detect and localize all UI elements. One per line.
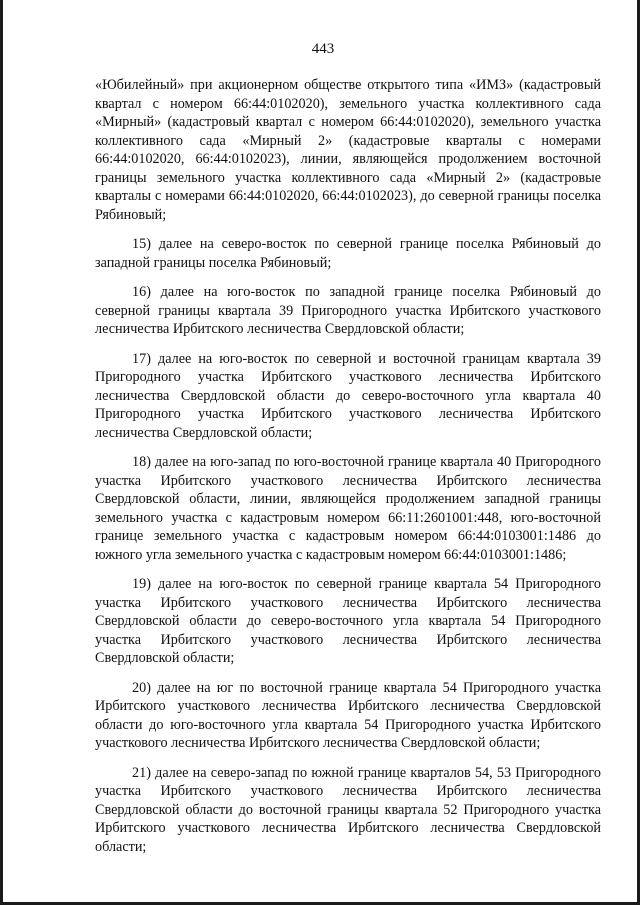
paragraph-21: 21) далее на северо-запад по южной границе кварталов 54, 53 Пригородного участка Ирбитского участкового лесничества Ирбитского лесничества Свердловской области до восточной границы квартала 52 Пригородного участка Ирбитского участкового лесничества Ирбитского лесничества Свердловской области; (95, 764, 601, 855)
paragraph-16: 16) далее на юго-восток по западной границе поселка Рябиновый до северной границы квартала 39 Пригородного участка Ирбитского участкового лесничества Ирбитского лесничества Свердловской области; (95, 284, 601, 337)
paragraph-15: 15) далее на северо-восток по северной границе поселка Рябиновый до западной границы поселка Рябиновый; (95, 236, 601, 271)
paragraph-18: 18) далее на юго-запад по юго-восточной границе квартала 40 Пригородного участка Ирбитского участкового лесничества Ирбитского лесничества Свердловской области, линии, являющейся продолжением западной границы земельного участка с кадастровым номером 66:11:2601001:448, юго-восточной границе земельного участка с кадастровым номером 66:44:0103001:1486 до южного угла земельного участка с кадастровым номером 66:44:0103001:1486; (95, 454, 601, 563)
paragraph-0: «Юбилейный» при акционерном обществе открытого типа «ИМЗ» (кадастровый квартал с номером 66:44:0102020), земельного участка коллективного сада «Мирный» (кадастровый квартал с номером 66:44:0102020), земельного участка коллективного сада «Мирный 2» (кадастровые кварталы с номерами 66:44:0102020, 66:44:0102023), линии, являющейся продолжением восточной границы земельного участка коллективного сада «Мирный 2» (кадастровые кварталы с номерами 66:44:0102020, 66:44:0102023), до северной границы поселка Рябиновый; (95, 77, 601, 223)
paragraph-20: 20) далее на юг по восточной границе квартала 54 Пригородного участка Ирбитского участкового лесничества Ирбитского лесничества Свердловской области до юго-восточного угла квартала 54 Пригородного участка Ирбитского участкового лесничества Ирбитского лесничества Свердловской области; (95, 679, 601, 751)
paragraph-19: 19) далее на юго-восток по северной границе квартала 54 Пригородного участка Ирбитского участкового лесничества Ирбитского лесничества Свердловской области до северо-восточного угла квартала 54 Пригородного участка Ирбитского участкового лесничества Ирбитского лесничества Свердловской области; (95, 576, 601, 666)
document-body (95, 76, 601, 867)
page-number: 443 (311, 41, 335, 57)
paragraph-17: 17) далее на юго-восток по северной и восточной границам квартала 39 Пригородного участка Ирбитского участкового лесничества Ирбитского лесничества Свердловской области до северо-восточного угла квартала 40 Пригородного участка Ирбитского участкового лесничества Ирбитского лесничества Свердловской области; (95, 350, 601, 441)
